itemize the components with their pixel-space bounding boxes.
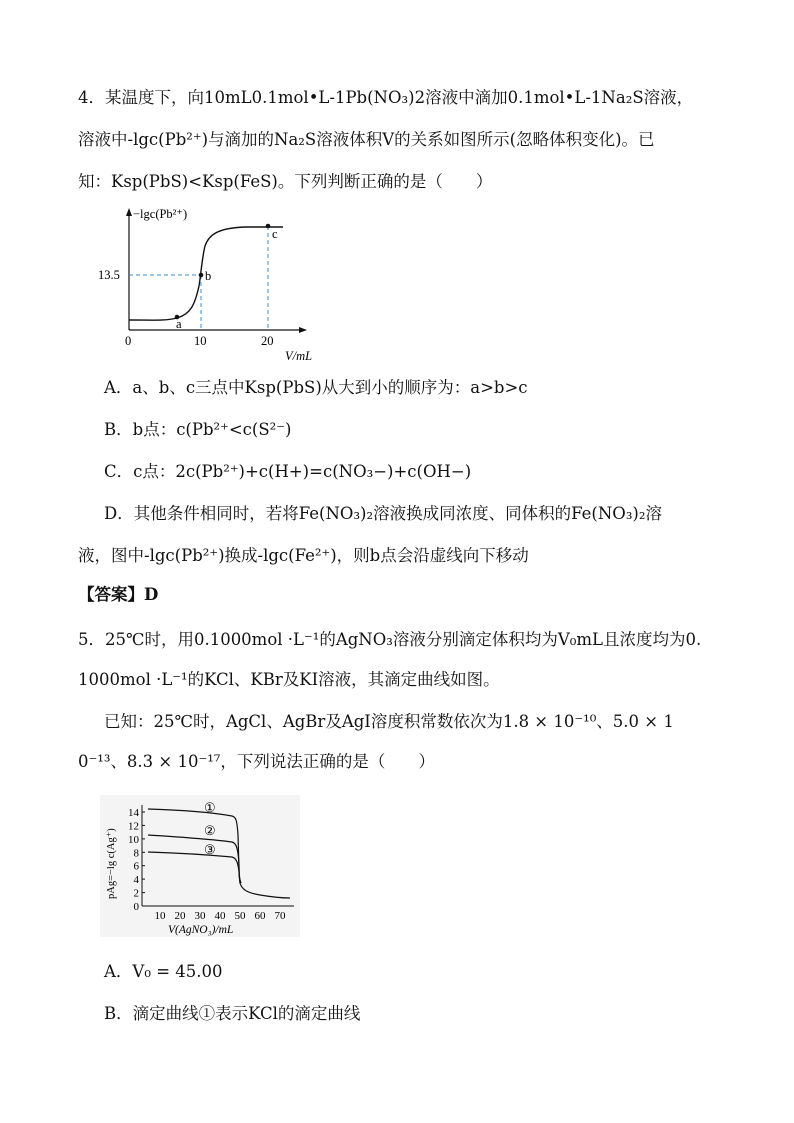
q4-x-tick-0: 0 xyxy=(125,334,132,348)
q4-y-axis-label: −lgc(Pb²⁺) xyxy=(133,207,188,221)
q4-option-d-line-2: 液，图中-lgc(Pb²⁺)换成-lgc(Fe²⁺)，则b点会沿虚线向下移动 xyxy=(78,546,529,565)
q4-answer: 【答案】D xyxy=(78,585,159,604)
q4-label-b: b xyxy=(205,269,212,283)
q5-x-tick-30: 30 xyxy=(194,910,206,922)
q5-x-tick-10: 10 xyxy=(154,910,166,922)
q5-curve-label-3: ③ xyxy=(204,842,216,857)
q5-y-axis-label: pAg=−lg c(Ag⁺) xyxy=(106,828,117,899)
q5-y-tick-8: 8 xyxy=(133,847,139,860)
q5-y-tick-2: 2 xyxy=(133,887,139,900)
q5-option-a: A．V₀ = 45.00 xyxy=(104,962,223,981)
q4-option-a: A．a、b、c三点中Ksp(PbS)从大到小的顺序为：a>b>c xyxy=(104,378,528,397)
q4-option-c: C．c点：2c(Pb²⁺)+c(H+)=c(NO₃−)+c(OH−) xyxy=(104,462,472,481)
q4-stem-line-2: 溶液中-lgc(Pb²⁺)与滴加的Na₂S溶液体积V的关系如图所示(忽略体积变化)。已 xyxy=(78,130,655,149)
q5-y-tick-12: 12 xyxy=(128,820,139,833)
q4-stem-line-1: 4．某温度下，向10mL0.1mol•L-1Pb(NO₃)2溶液中滴加0.1mol•L-1Na₂S溶液， xyxy=(78,88,694,107)
q5-x-axis-label: V(AgNO₃)/mL xyxy=(168,924,234,936)
q5-x-tick-70: 70 xyxy=(274,910,286,922)
q5-y-tick-6: 6 xyxy=(133,860,139,873)
q5-y-tick-0: 0 xyxy=(133,901,139,913)
q5-curve-label-1: ① xyxy=(204,800,216,815)
q4-y-axis-arrow xyxy=(126,208,132,216)
q5-y-tick-14: 14 xyxy=(128,807,139,819)
q5-figure xyxy=(100,795,300,937)
q5-y-tick-4: 4 xyxy=(133,874,139,886)
q4-stem-line-3: 知：Ksp(PbS)<Ksp(FeS)。下列判断正确的是（ ） xyxy=(78,172,493,191)
q4-x-tick-10: 10 xyxy=(194,334,207,348)
q4-label-a: a xyxy=(176,317,182,331)
q5-stem-line-1: 5．25℃时，用0.1000mol ·L⁻¹的AgNO₃溶液分别滴定体积均为V₀mL且浓度均为0. xyxy=(78,630,702,649)
q4-point-c xyxy=(266,224,271,229)
q5-stem-line-2: 1000mol ·L⁻¹的KCl、KBr及KI溶液，其滴定曲线如图。 xyxy=(78,670,500,689)
q4-option-b: B．b点：c(Pb²⁺<c(S²⁻) xyxy=(104,420,292,439)
q5-x-tick-60: 60 xyxy=(254,910,266,922)
q5-x-tick-20: 20 xyxy=(174,910,186,922)
q4-x-axis-arrow xyxy=(299,327,307,333)
q4-y-tick-13-5: 13.5 xyxy=(98,268,120,282)
q4-option-d-line-1: D．其他条件相同时，若将Fe(NO₃)₂溶液换成同浓度、同体积的Fe(NO₃)₂溶 xyxy=(104,504,662,523)
q5-stem-line-3: 已知：25℃时，AgCl、AgBr及AgI溶度积常数依次为1.8 × 10⁻¹⁰、5.0 × 1 xyxy=(104,712,674,731)
q5-curve-label-2: ② xyxy=(204,823,216,838)
q5-x-tick-50: 50 xyxy=(234,910,246,922)
q4-point-b xyxy=(199,273,204,278)
q5-y-tick-10: 10 xyxy=(128,833,139,846)
q4-figure xyxy=(95,200,335,370)
q5-stem-line-4: 0⁻¹³、8.3 × 10⁻¹⁷，下列说法正确的是（ ） xyxy=(78,752,435,771)
q5-option-b: B．滴定曲线①表示KCl的滴定曲线 xyxy=(104,1004,361,1023)
q4-label-c: c xyxy=(272,227,278,241)
q4-x-tick-20: 20 xyxy=(261,334,274,348)
q4-x-axis-label: V/mL xyxy=(285,349,313,363)
q5-x-tick-40: 40 xyxy=(214,910,226,922)
